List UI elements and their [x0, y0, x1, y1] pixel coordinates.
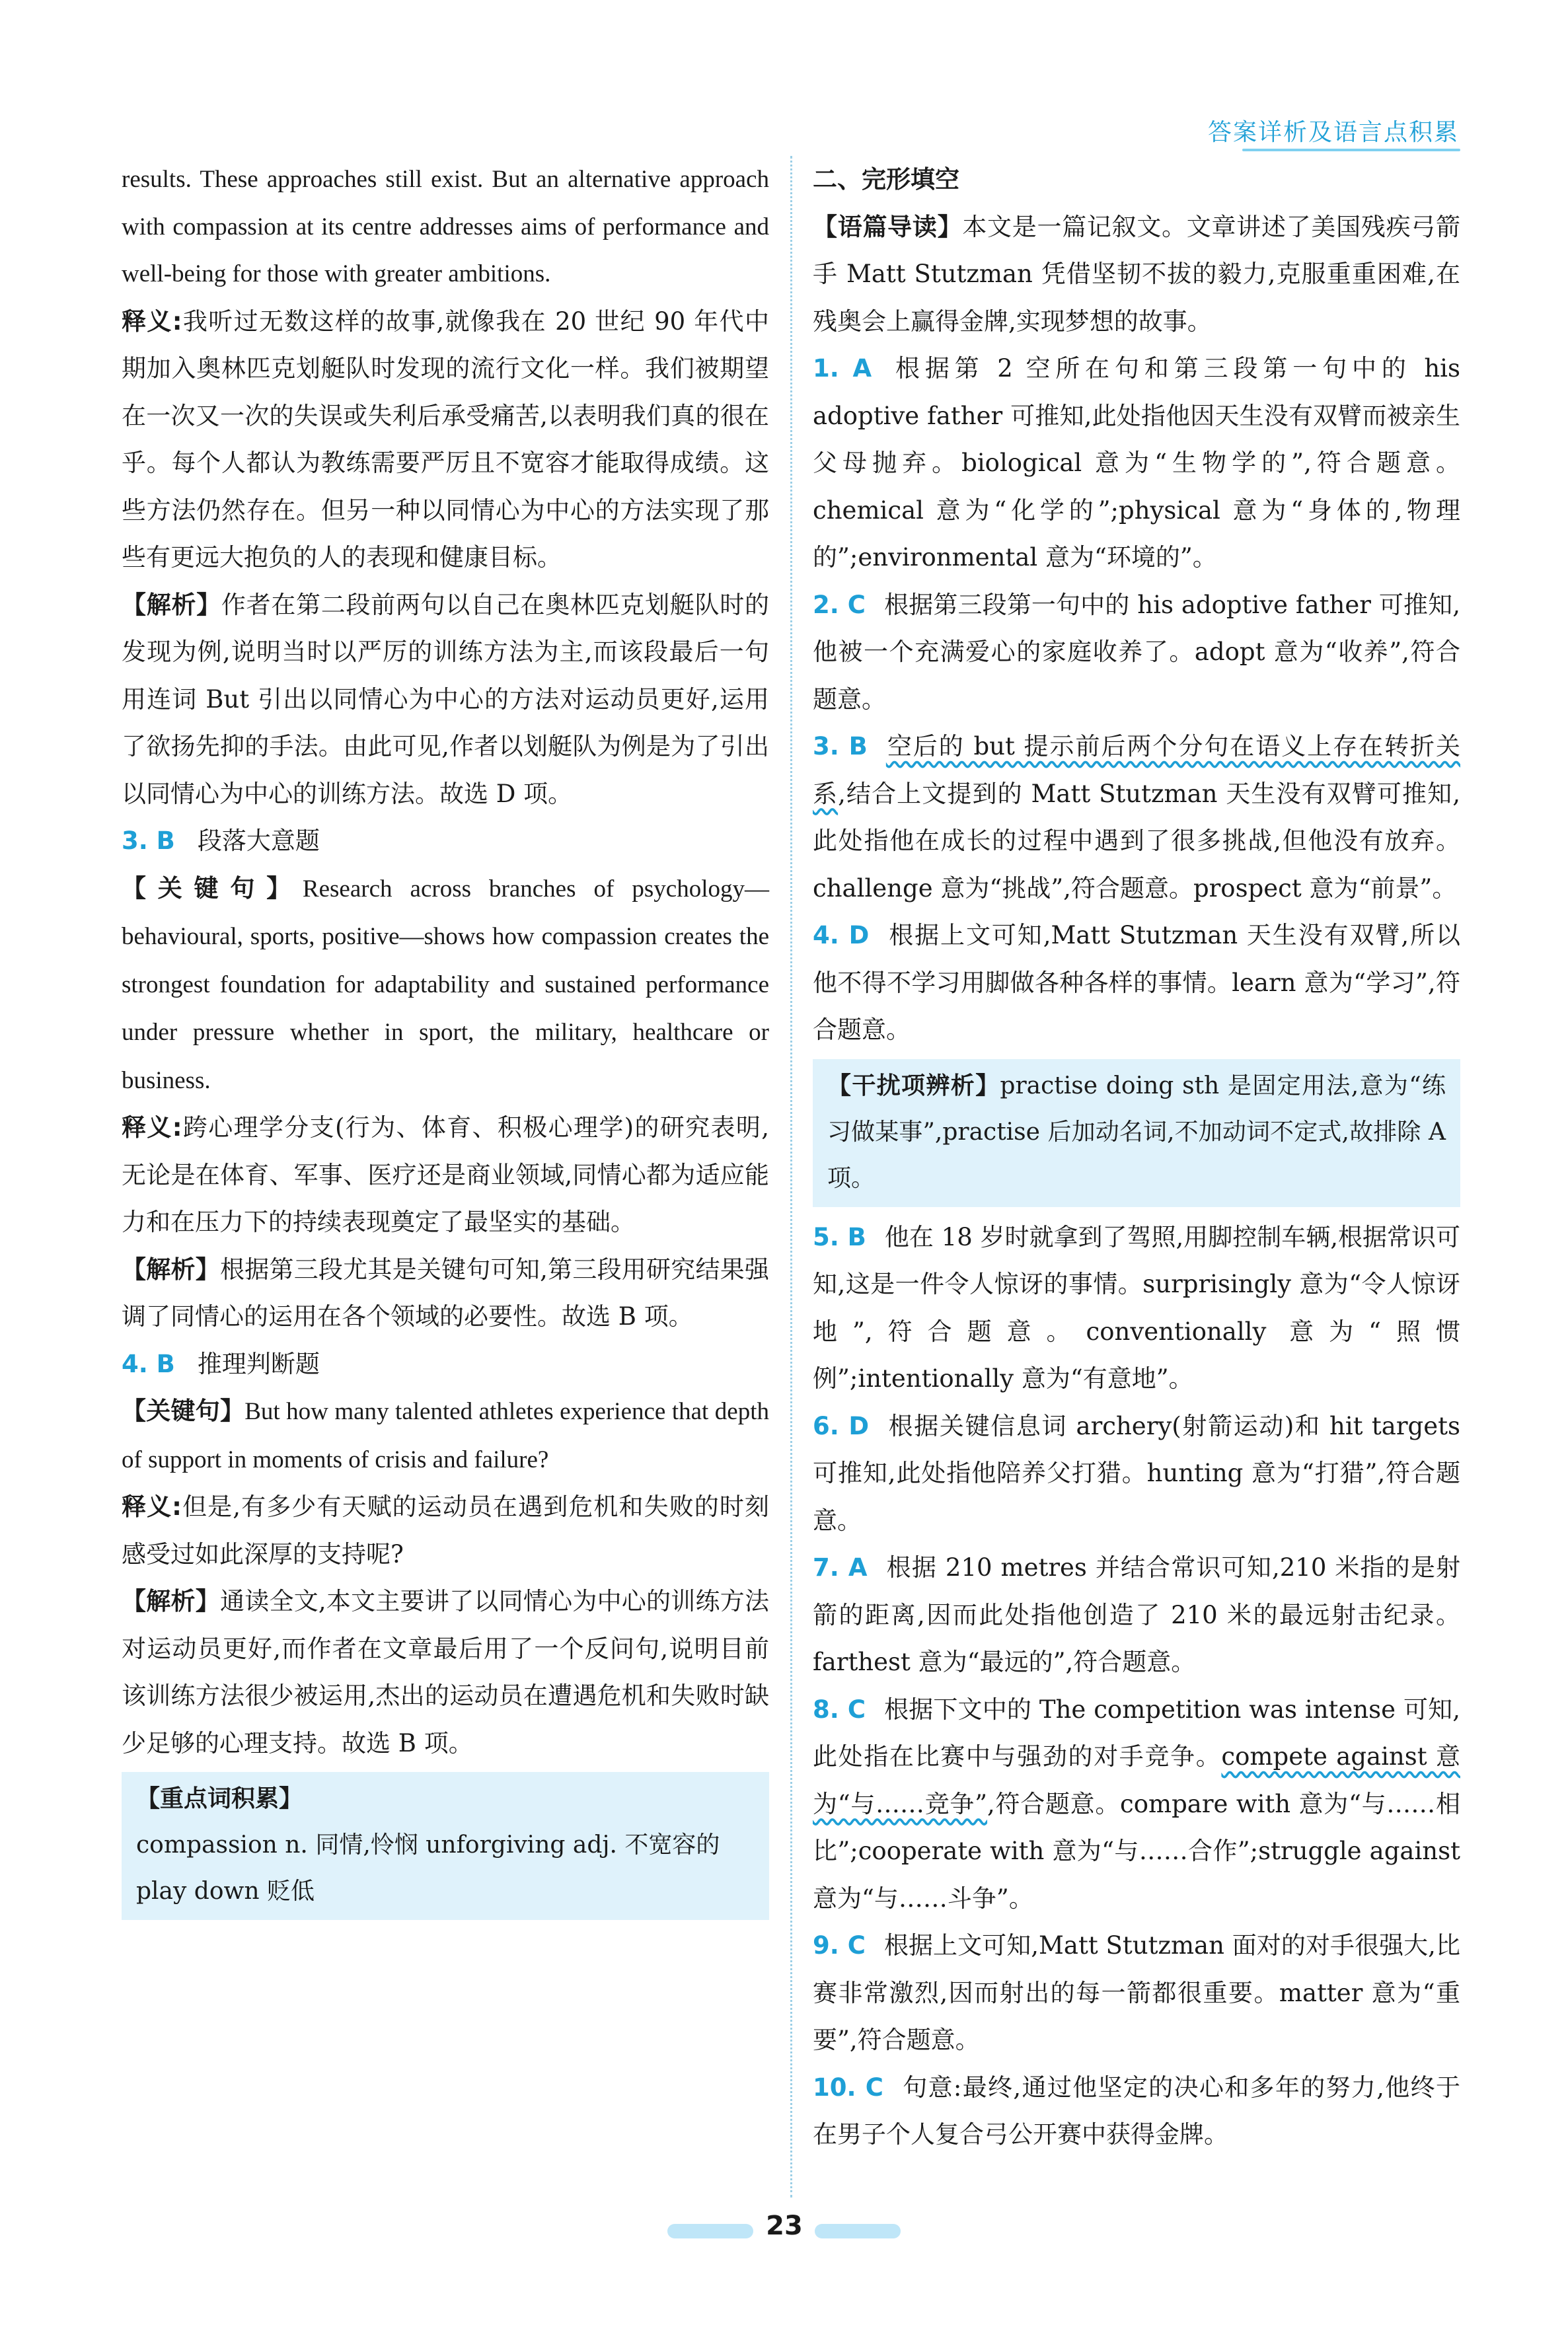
right-column [813, 156, 1460, 2159]
answer-4: 4. D 根据上文可知,Matt Stutzman 天生没有双臂,所以他不得不学习用脚做各种各样的事情。learn 意为“学习”,符合题意。 [813, 921, 1460, 1044]
distractor-analysis-box [813, 1059, 1460, 1207]
section-title: 二、完形填空 [813, 165, 959, 194]
question-4-heading: 4. B 推理判断题 [122, 1349, 320, 1378]
passage-intro: 【语篇导读】本文是一篇记叙文。文章讲述了美国残疾弓箭手 Matt Stutzman 凭借坚韧不拔的毅力,克服重重困难,在残奥会上赢得金牌,实现梦想的故事。 [813, 212, 1461, 336]
analysis-paragraph: 【解析】通读全文,本文主要讲了以同情心为中心的训练方法对运动员更好,而作者在文章最后用了一个反问句,说明目前该训练方法很少被运用,杰出的运动员在遭遇危机和失败时缺少足够的心理支持。故选 B 项。 [122, 1587, 770, 1757]
translation-paragraph: 释义:但是,有多少有天赋的运动员在遇到危机和失败的时刻感受过如此深厚的支持呢? [122, 1493, 769, 1568]
answer-2: 2. C 根据第三段第一句中的 his adoptive father 可推知,他被一个充满爱心的家庭收养了。adopt 意为“收养”,符合题意。 [813, 590, 1460, 714]
translation-paragraph: 释义:我听过无数这样的故事,就像我在 20 世纪 90 年代中期加入奥林匹克划艇队时发现的流行文化一样。我们被期望在一次又一次的失误或失利后承受痛苦,以表明我们真的很在乎。每个人都认为教练需要严厉且不宽容才能取得成绩。这些方法仍然存在。但另一种以同情心为中心的方法实现了那些有更远大抱负的人的表现和健康目标。 [122, 307, 770, 572]
section-header-title: 答案详析及语言点积累 [1207, 119, 1459, 146]
vocabulary-line: compassion n. 同情,怜悯 unforgiving adj. 不宽容的 [136, 1831, 720, 1859]
passage-english-paragraph: results. These approaches still exist. But an alternative approach with compassion at its centre addresses aims of performance and well-being for those with greater ambitions. [122, 166, 769, 287]
vocabulary-line: play down 贬低 [136, 1878, 315, 1905]
distractor-analysis-text: 【干扰项辨析】practise doing sth 是固定用法,意为“练习做某事”,practise 后加动名词,不加动词不定式,故排除 A 项。 [827, 1072, 1446, 1192]
left-column [122, 156, 769, 1927]
vocabulary-box [122, 1772, 769, 1920]
question-3-heading: 3. B 段落大意题 [122, 827, 320, 855]
footer-left-bar [667, 2224, 753, 2238]
answer-6: 6. D 根据关键信息词 archery(射箭运动)和 hit targets 可推知,此处指他陪养父打猎。hunting 意为“打猎”,符合题意。 [813, 1411, 1460, 1535]
answer-1: 1. A 根据第 2 空所在句和第三段第一句中的 his adoptive father 可推知,此处指他因天生没有双臂而被亲生父母抛弃。biological 意为“生物学的”,符合题意。chemical 意为“化学的”;physical 意为“身体的,物理的”;environmental 意为“环境的”。 [813, 354, 1460, 572]
analysis-paragraph: 【解析】作者在第二段前两句以自己在奥林匹克划艇队时的发现为例,说明当时以严厉的训练方法为主,而该段最后一句用连词 But 引出以同情心为中心的方法对运动员更好,运用了欲扬先抑的手法。由此可见,作者以划艇队为例是为了引出以同情心为中心的训练方法。故选 D 项。 [122, 590, 770, 808]
footer-right-bar [815, 2224, 901, 2238]
key-sentence-paragraph: 【关键句】But how many talented athletes experience that depth of support in moments of crisis and failure? [122, 1397, 770, 1473]
key-sentence-paragraph: 【关键句】Research across branches of psychology—behavioural, sports, positive—shows how compassion creates the strongest foundation for adaptability and sustained performance under pressure whether in sport, the military, healthcare or business. [122, 873, 769, 1094]
answer-3: 3. B 空后的 but 提示前后两个分句在语义上存在转折关系,结合上文提到的 Matt Stutzman 天生没有双臂可推知,此处指他在成长的过程中遇到了很多挑战,但他没有放弃。challenge 意为“挑战”,符合题意。prospect 意为“前景”。 [813, 732, 1461, 903]
answer-7: 7. A 根据 210 metres 并结合常识可知,210 米指的是射箭的距离,因而此处指他创造了 210 米的最远射击纪录。farthest 意为“最远的”,符合题意。 [813, 1553, 1460, 1676]
answer-5: 5. B 他在 18 岁时就拿到了驾照,用脚控制车辆,根据常识可知,这是一件令人惊讶的事情。surprisingly 意为“令人惊讶地”,符合题意。conventionally 意为“照惯例”;intentionally 意为“有意地”。 [813, 1222, 1461, 1393]
translation-paragraph: 释义:跨心理学分支(行为、体育、积极心理学)的研究表明,无论是在体育、军事、医疗还是商业领域,同情心都为适应能力和在压力下的持续表现奠定了最坚实的基础。 [122, 1113, 769, 1236]
analysis-paragraph: 【解析】根据第三段尤其是关键句可知,第三段用研究结果强调了同情心的运用在各个领域的必要性。故选 B 项。 [122, 1255, 770, 1331]
header-underline [1242, 149, 1460, 151]
column-divider [790, 156, 792, 2197]
vocabulary-box-title: 【重点词积累】 [136, 1785, 303, 1812]
answer-8: 8. C 根据下文中的 The competition was intense 可知,此处指在比赛中与强劲的对手竞争。compete against 意为“与……竞争”,符合题意。compare with 意为“与……相比”;cooperate with 意为“与……合作”;struggle against 意为“与……斗争”。 [813, 1695, 1460, 1913]
answer-10: 10. C 句意:最终,通过他坚定的决心和多年的努力,他终于在男子个人复合弓公开赛中获得金牌。 [813, 2073, 1460, 2149]
answer-9: 9. C 根据上文可知,Matt Stutzman 面对的对手很强大,比赛非常激烈,因而射出的每一箭都很重要。matter 意为“重要”,符合题意。 [813, 1931, 1460, 2054]
page-number: 23 [766, 2211, 803, 2241]
